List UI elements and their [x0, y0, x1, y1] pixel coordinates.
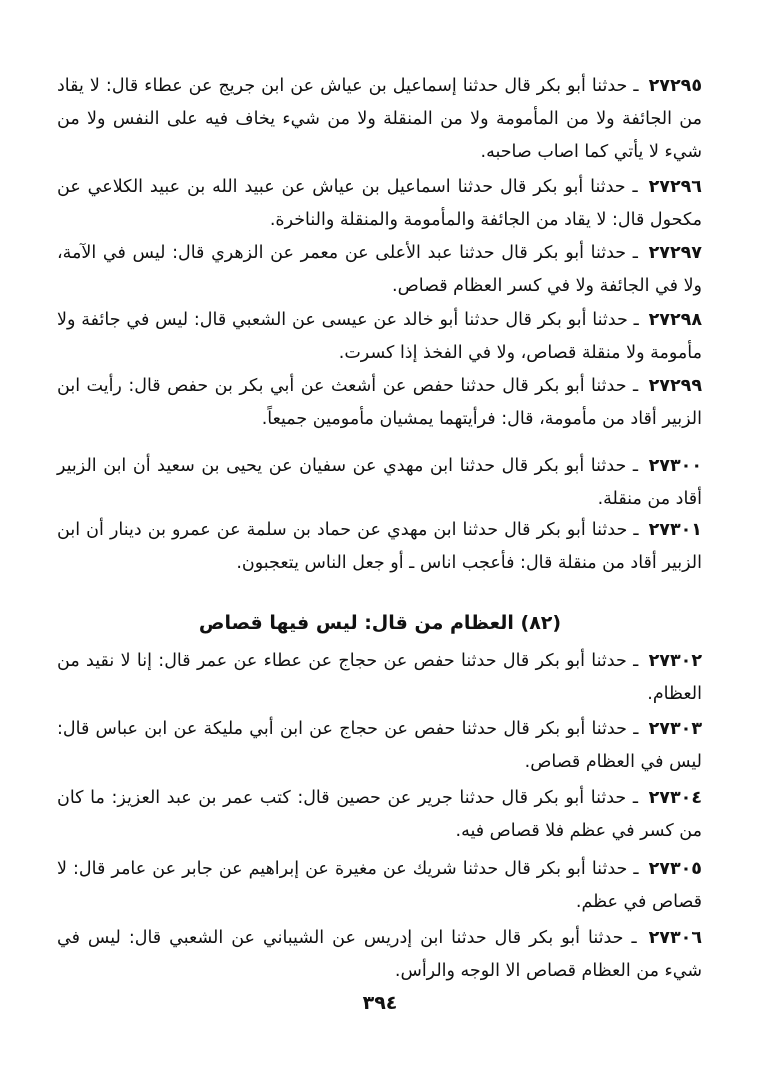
hadith-entry-27302 [57, 645, 702, 711]
hadith-text: ـ حدثنا أبو بكر قال حدثنا حفص عن حجاج عن ابن أبي مليكة عن ابن عباس قال: ليس في العظام قصاص. [57, 719, 702, 772]
hadith-entry-27296 [57, 171, 702, 237]
hadith-text: ـ حدثنا أبو بكر قال حدثنا حفص عن أشعث عن أبي بكر بن حفص قال: رأيت ابن الزبير أقاد من مأمومة، قال: فرأيتهما يمشيان مأمومين جميعاً. [57, 376, 702, 429]
hadith-number: ٢٧٢٩٧ [648, 243, 702, 263]
hadith-text: ـ حدثنا أبو بكر قال حدثنا اسماعيل بن عياش عن عبيد الله بن عبيد الكلاعي عن مكحول قال: لا يقاد من الجائفة والمأمومة والمنقلة والناخرة. [57, 177, 702, 230]
hadith-entry-27297 [57, 237, 702, 303]
hadith-number: ٢٧٢٩٥ [648, 76, 702, 96]
hadith-entry-27301 [57, 514, 702, 580]
hadith-text: ـ حدثنا أبو بكر قال حدثنا عبد الأعلى عن معمر عن الزهري قال: ليس في الآمة، ولا في الجائفة ولا في كسر العظام قصاص. [57, 243, 702, 296]
hadith-entry-27300 [57, 450, 702, 516]
hadith-text: ـ حدثنا أبو بكر قال حدثنا ابن إدريس عن الشيباني عن الشعبي قال: ليس في شيء من العظام قصاص الا الوجه والرأس. [57, 928, 702, 981]
hadith-text: ـ حدثنا أبو بكر قال حدثنا ابن مهدي عن سفيان عن يحيى بن سعيد أن ابن الزبير أقاد من منقلة. [57, 456, 702, 509]
chapter-heading: (٨٢) العظام من قال: ليس فيها قصاص [198, 612, 562, 634]
hadith-number: ٢٧٢٩٨ [648, 310, 702, 330]
hadith-number: ٢٧٢٩٩ [648, 376, 702, 396]
hadith-text: ـ حدثنا أبو بكر قال حدثنا حفص عن حجاج عن عطاء عن عمر قال: إنا لا نقيد من العظام. [57, 651, 702, 704]
page-number: ٣٩٤ [362, 992, 398, 1014]
hadith-text: ـ حدثنا أبو بكر قال حدثنا إسماعيل بن عياش عن ابن جريج عن عطاء قال: لا يقاد من الجائفة ولا من المأمومة ولا من المنقلة ولا من شيء يخاف فيه على النفس ولا من شيء لا يأتي كما اصاب صاحبه. [57, 76, 702, 162]
hadith-number: ٢٧٣٠٤ [648, 788, 702, 808]
hadith-number: ٢٧٣٠٣ [648, 719, 702, 739]
hadith-entry-27295 [57, 70, 702, 169]
hadith-entry-27303 [57, 713, 702, 779]
hadith-text: ـ حدثنا أبو بكر قال حدثنا ابن مهدي عن حماد بن سلمة عن عمرو بن دينار أن ابن الزبير أقاد من منقلة قال: فأعجب اناس ـ أو جعل الناس يتعجبون. [57, 520, 702, 573]
hadith-entry-27299 [57, 370, 702, 436]
hadith-number: ٢٧٣٠٢ [648, 651, 702, 671]
hadith-text: ـ حدثنا أبو بكر قال حدثنا أبو خالد عن عيسى عن الشعبي قال: ليس في جائفة ولا مأمومة ولا منقلة قصاص، ولا في الفخذ إذا كسرت. [57, 310, 702, 363]
hadith-number: ٢٧٣٠٥ [648, 859, 702, 879]
hadith-entry-27298 [57, 304, 702, 370]
hadith-entry-27305 [57, 853, 702, 919]
hadith-number: ٢٧٣٠٠ [648, 456, 702, 476]
hadith-entry-27304 [57, 782, 702, 848]
hadith-number: ٢٧٢٩٦ [648, 177, 702, 197]
hadith-number: ٢٧٣٠٦ [648, 928, 702, 948]
hadith-text: ـ حدثنا أبو بكر قال حدثنا شريك عن مغيرة عن إبراهيم عن جابر عن عامر قال: لا قصاص في عظم. [57, 859, 702, 912]
hadith-entry-27306 [57, 922, 702, 988]
hadith-number: ٢٧٣٠١ [648, 520, 702, 540]
hadith-text: ـ حدثنا أبو بكر قال حدثنا جرير عن حصين قال: كتب عمر بن عبد العزيز: ما كان من كسر في عظم فلا قصاص فيه. [57, 788, 702, 841]
